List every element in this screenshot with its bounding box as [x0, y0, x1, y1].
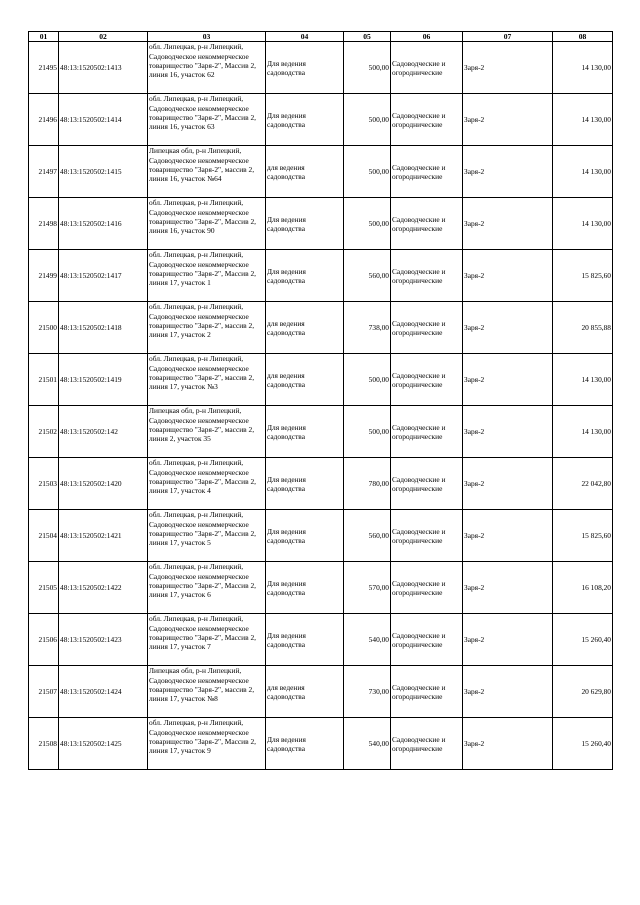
cadastral-number-cell: 48:13:1520502:1419	[59, 354, 148, 406]
address-text: Липецкая обл, р-н Липецкий, Садоводческое некоммерческое товарищество "Заря-2", массив 2, линия 2, участок 35	[149, 406, 255, 444]
header-cell-08: 08	[553, 32, 613, 42]
cadastral-number-cell: 48:13:1520502:1422	[59, 562, 148, 614]
value-cell: 15 825,60	[553, 250, 613, 302]
name-cell: Заря-2	[463, 94, 553, 146]
purpose-cell: Для ведения садоводства	[266, 718, 344, 770]
address-cell	[148, 614, 266, 666]
area-cell: 570,00	[344, 562, 391, 614]
name-cell: Заря-2	[463, 666, 553, 718]
table-row	[29, 42, 613, 94]
area-cell: 738,00	[344, 302, 391, 354]
land-plots-table	[28, 31, 613, 770]
address-cell	[148, 302, 266, 354]
value-cell: 14 130,00	[553, 354, 613, 406]
category-cell: Садоводческие и огороднические	[391, 510, 463, 562]
cadastral-number-cell: 48:13:1520502:1416	[59, 198, 148, 250]
header-cell-06: 06	[391, 32, 463, 42]
area-cell: 500,00	[344, 354, 391, 406]
name-cell: Заря-2	[463, 198, 553, 250]
row-id-cell: 21499	[29, 250, 59, 302]
row-id-cell: 21498	[29, 198, 59, 250]
cadastral-number-cell: 48:13:1520502:1414	[59, 94, 148, 146]
purpose-cell: Для ведения садоводства	[266, 614, 344, 666]
table-row	[29, 146, 613, 198]
header-cell-07: 07	[463, 32, 553, 42]
value-cell: 20 629,80	[553, 666, 613, 718]
table-row	[29, 94, 613, 146]
row-id-cell: 21495	[29, 42, 59, 94]
purpose-cell: для ведения садоводства	[266, 302, 344, 354]
table-row	[29, 614, 613, 666]
table-row	[29, 354, 613, 406]
address-cell	[148, 562, 266, 614]
table-row	[29, 510, 613, 562]
table-row	[29, 302, 613, 354]
purpose-cell: Для ведения садоводства	[266, 458, 344, 510]
area-cell: 560,00	[344, 250, 391, 302]
category-cell: Садоводческие и огороднические	[391, 406, 463, 458]
value-cell: 14 130,00	[553, 146, 613, 198]
row-id-cell: 21496	[29, 94, 59, 146]
address-cell	[148, 250, 266, 302]
cadastral-number-cell: 48:13:1520502:1417	[59, 250, 148, 302]
address-cell	[148, 510, 266, 562]
category-cell: Садоводческие и огороднические	[391, 614, 463, 666]
table-row	[29, 666, 613, 718]
address-text: Липецкая обл, р-н Липецкий, Садоводческое некоммерческое товарищество "Заря-2", массив 2, линия 17, участок №8	[149, 666, 255, 704]
header-cell-01: 01	[29, 32, 59, 42]
cadastral-number-cell: 48:13:1520502:1413	[59, 42, 148, 94]
purpose-cell: Для ведения садоводства	[266, 94, 344, 146]
name-cell: Заря-2	[463, 510, 553, 562]
header-cell-05: 05	[344, 32, 391, 42]
row-id-cell: 21508	[29, 718, 59, 770]
table-row	[29, 198, 613, 250]
area-cell: 500,00	[344, 406, 391, 458]
category-cell: Садоводческие и огороднические	[391, 562, 463, 614]
purpose-cell: Для ведения садоводства	[266, 250, 344, 302]
category-cell: Садоводческие и огороднические	[391, 458, 463, 510]
category-cell: Садоводческие и огороднические	[391, 718, 463, 770]
table-row	[29, 250, 613, 302]
table-row	[29, 406, 613, 458]
purpose-cell: Для ведения садоводства	[266, 42, 344, 94]
area-cell: 500,00	[344, 146, 391, 198]
category-cell: Садоводческие и огороднические	[391, 250, 463, 302]
address-text: обл. Липецкая, р-н Липецкий, Садоводческое некоммерческое товарищество "Заря-2", Массив 2, линия 16, участок 62	[149, 42, 257, 80]
header-cell-03: 03	[148, 32, 266, 42]
table-row	[29, 458, 613, 510]
category-cell: Садоводческие и огороднические	[391, 42, 463, 94]
cadastral-number-cell: 48:13:1520502:1421	[59, 510, 148, 562]
table-row	[29, 562, 613, 614]
category-cell: Садоводческие и огороднические	[391, 146, 463, 198]
area-cell: 500,00	[344, 42, 391, 94]
area-cell: 560,00	[344, 510, 391, 562]
table-body	[29, 42, 613, 770]
address-cell	[148, 42, 266, 94]
header-cell-02: 02	[59, 32, 148, 42]
address-cell	[148, 94, 266, 146]
value-cell: 22 042,80	[553, 458, 613, 510]
address-cell	[148, 146, 266, 198]
purpose-cell: для ведения садоводства	[266, 146, 344, 198]
address-cell	[148, 666, 266, 718]
name-cell: Заря-2	[463, 406, 553, 458]
address-text: обл. Липецкая, р-н Липецкий, Садоводческое некоммерческое товарищество "Заря-2", Массив 2, линия 17, участок 9	[149, 718, 257, 756]
category-cell: Садоводческие и огороднические	[391, 666, 463, 718]
value-cell: 16 108,20	[553, 562, 613, 614]
name-cell: Заря-2	[463, 718, 553, 770]
row-id-cell: 21503	[29, 458, 59, 510]
row-id-cell: 21506	[29, 614, 59, 666]
address-text: обл. Липецкая, р-н Липецкий, Садоводческое некоммерческое товарищество "Заря-2", Массив 2, линия 16, участок 90	[149, 198, 257, 236]
cadastral-number-cell: 48:13:1520502:1418	[59, 302, 148, 354]
address-text: обл. Липецкая, р-н Липецкий, Садоводческое некоммерческое товарищество "Заря-2", Массив 2, линия 16, участок 63	[149, 94, 257, 132]
row-id-cell: 21502	[29, 406, 59, 458]
area-cell: 540,00	[344, 718, 391, 770]
category-cell: Садоводческие и огороднические	[391, 302, 463, 354]
purpose-cell: Для ведения садоводства	[266, 562, 344, 614]
value-cell: 14 130,00	[553, 94, 613, 146]
area-cell: 500,00	[344, 94, 391, 146]
value-cell: 14 130,00	[553, 198, 613, 250]
address-text: обл. Липецкая, р-н Липецкий, Садоводческое некоммерческое товарищество "Заря-2", Массив 2, линия 17, участок 1	[149, 250, 257, 288]
area-cell: 780,00	[344, 458, 391, 510]
value-cell: 15 825,60	[553, 510, 613, 562]
address-text: обл. Липецкая, р-н Липецкий, Садоводческое некоммерческое товарищество "Заря-2", Массив 2, линия 17, участок 6	[149, 562, 257, 600]
address-cell	[148, 718, 266, 770]
name-cell: Заря-2	[463, 302, 553, 354]
address-cell	[148, 198, 266, 250]
name-cell: Заря-2	[463, 42, 553, 94]
row-id-cell: 21501	[29, 354, 59, 406]
name-cell: Заря-2	[463, 354, 553, 406]
cadastral-number-cell: 48:13:1520502:1415	[59, 146, 148, 198]
cadastral-number-cell: 48:13:1520502:142	[59, 406, 148, 458]
address-text: обл. Липецкая, р-н Липецкий, Садоводческое некоммерческое товарищество "Заря-2", Массив 2, линия 17, участок 5	[149, 510, 257, 548]
name-cell: Заря-2	[463, 146, 553, 198]
row-id-cell: 21507	[29, 666, 59, 718]
row-id-cell: 21504	[29, 510, 59, 562]
cadastral-number-cell: 48:13:1520502:1420	[59, 458, 148, 510]
address-text: обл. Липецкая, р-н Липецкий, Садоводческое некоммерческое товарищество "Заря-2", массив 2, линия 17, участок 2	[149, 302, 255, 340]
value-cell: 14 130,00	[553, 42, 613, 94]
address-text: обл. Липецкая, р-н Липецкий, Садоводческое некоммерческое товарищество "Заря-2", Массив 2, линия 17, участок 7	[149, 614, 257, 652]
address-cell	[148, 458, 266, 510]
table-row	[29, 718, 613, 770]
purpose-cell: Для ведения садоводства	[266, 198, 344, 250]
header-row	[29, 32, 613, 42]
name-cell: Заря-2	[463, 250, 553, 302]
area-cell: 500,00	[344, 198, 391, 250]
purpose-cell: Для ведения садоводства	[266, 406, 344, 458]
address-cell	[148, 354, 266, 406]
row-id-cell: 21497	[29, 146, 59, 198]
category-cell: Садоводческие и огороднические	[391, 198, 463, 250]
value-cell: 15 260,40	[553, 718, 613, 770]
address-cell	[148, 406, 266, 458]
area-cell: 730,00	[344, 666, 391, 718]
address-text: Липецкая обл, р-н Липецкий, Садоводческое некоммерческое товарищество "Заря-2", массив 2, линия 16, участок №64	[149, 146, 255, 184]
row-id-cell: 21505	[29, 562, 59, 614]
area-cell: 540,00	[344, 614, 391, 666]
address-text: обл. Липецкая, р-н Липецкий, Садоводческое некоммерческое товарищество "Заря-2", массив 2, линия 17, участок №3	[149, 354, 255, 392]
name-cell: Заря-2	[463, 562, 553, 614]
cadastral-number-cell: 48:13:1520502:1424	[59, 666, 148, 718]
value-cell: 14 130,00	[553, 406, 613, 458]
name-cell: Заря-2	[463, 458, 553, 510]
value-cell: 15 260,40	[553, 614, 613, 666]
table-header	[29, 32, 613, 42]
category-cell: Садоводческие и огороднические	[391, 354, 463, 406]
cadastral-number-cell: 48:13:1520502:1423	[59, 614, 148, 666]
row-id-cell: 21500	[29, 302, 59, 354]
header-cell-04: 04	[266, 32, 344, 42]
address-text: обл. Липецкая, р-н Липецкий, Садоводческое некоммерческое товарищество "Заря-2", Массив 2, линия 17, участок 4	[149, 458, 257, 496]
cadastral-number-cell: 48:13:1520502:1425	[59, 718, 148, 770]
purpose-cell: для ведения садоводства	[266, 666, 344, 718]
purpose-cell: для ведения садоводства	[266, 354, 344, 406]
value-cell: 20 855,88	[553, 302, 613, 354]
category-cell: Садоводческие и огороднические	[391, 94, 463, 146]
purpose-cell: Для ведения садоводства	[266, 510, 344, 562]
name-cell: Заря-2	[463, 614, 553, 666]
